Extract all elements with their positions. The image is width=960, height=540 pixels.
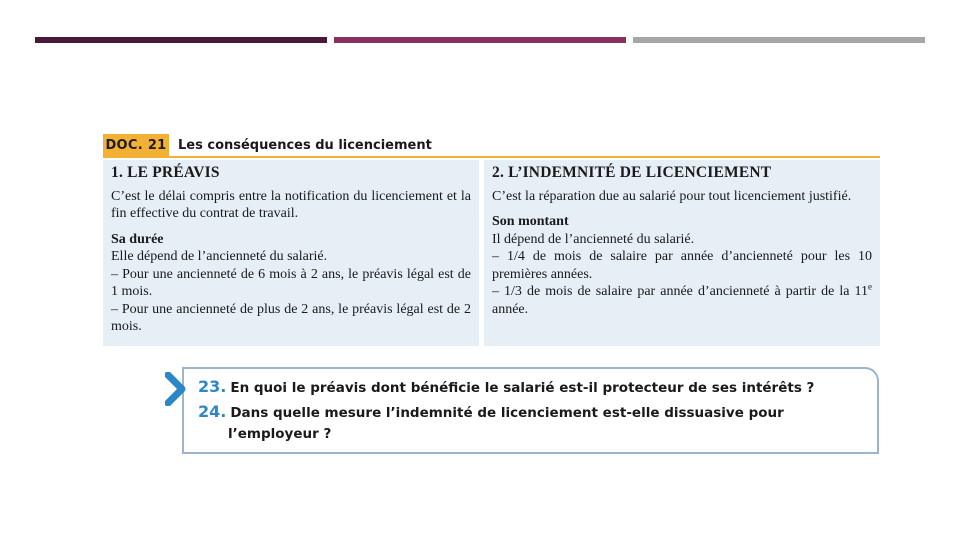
preavis-line-3: – Pour une ancienneté de plus de 2 ans, le préavis légal est de 2 mois.	[111, 301, 471, 334]
indemnite-intro: C’est la réparation due au salarié pour tout licenciement justifié.	[492, 188, 852, 204]
question-23	[198, 377, 814, 396]
indemnite-line-3-sup: e	[868, 281, 872, 292]
question-24-number: 24.	[198, 402, 227, 421]
question-23-text: En quoi le préavis dont bénéficie le salarié est-il protecteur de ses intérêts ?	[230, 380, 815, 396]
doc-header	[103, 134, 880, 158]
accent-bar-1	[35, 37, 327, 43]
doc-badge: DOC. 21	[103, 134, 169, 158]
chevron-right-icon	[165, 372, 195, 406]
preavis-subheading: Sa durée	[111, 231, 164, 247]
question-24	[198, 402, 784, 421]
indemnite-subheading: Son montant	[492, 214, 569, 229]
doc-title: Les conséquences du licenciement	[178, 138, 432, 153]
question-24-continued: l’employeur ?	[228, 426, 332, 442]
preavis-line-1: Elle dépend de l’ancienneté du salarié.	[111, 249, 328, 264]
preavis-intro: C’est le délai compris entre la notification du licenciement et la fin effective du contrat de travail.	[111, 188, 471, 221]
indemnite-line-1: Il dépend de l’ancienneté du salarié.	[492, 231, 695, 247]
question-24-text: Dans quelle mesure l’indemnité de licenciement est-elle dissuasive pour	[230, 405, 784, 421]
accent-bar-2	[334, 37, 626, 43]
doc-columns	[103, 158, 880, 346]
preavis-line-2: – Pour une ancienneté de 6 mois à 2 ans, le préavis légal est de 1 mois.	[111, 266, 471, 299]
preavis-panel	[103, 160, 479, 346]
preavis-heading: 1. LE PRÉAVIS	[111, 164, 220, 181]
indemnite-line-3-start: – 1/3 de mois de salaire par année d’ancienneté à partir de la 11	[492, 284, 868, 299]
indemnite-line-2: – 1/4 de mois de salaire par année d’ancienneté pour les 10 premières années.	[492, 249, 872, 282]
indemnite-line-3-end: année.	[492, 301, 529, 317]
indemnite-panel	[484, 160, 880, 346]
indemnite-line-3	[492, 283, 872, 318]
accent-bar-3	[633, 37, 925, 43]
document-excerpt	[103, 134, 880, 346]
indemnite-heading: 2. L’INDEMNITÉ DE LICENCIEMENT	[492, 164, 772, 181]
question-23-number: 23.	[198, 377, 227, 396]
